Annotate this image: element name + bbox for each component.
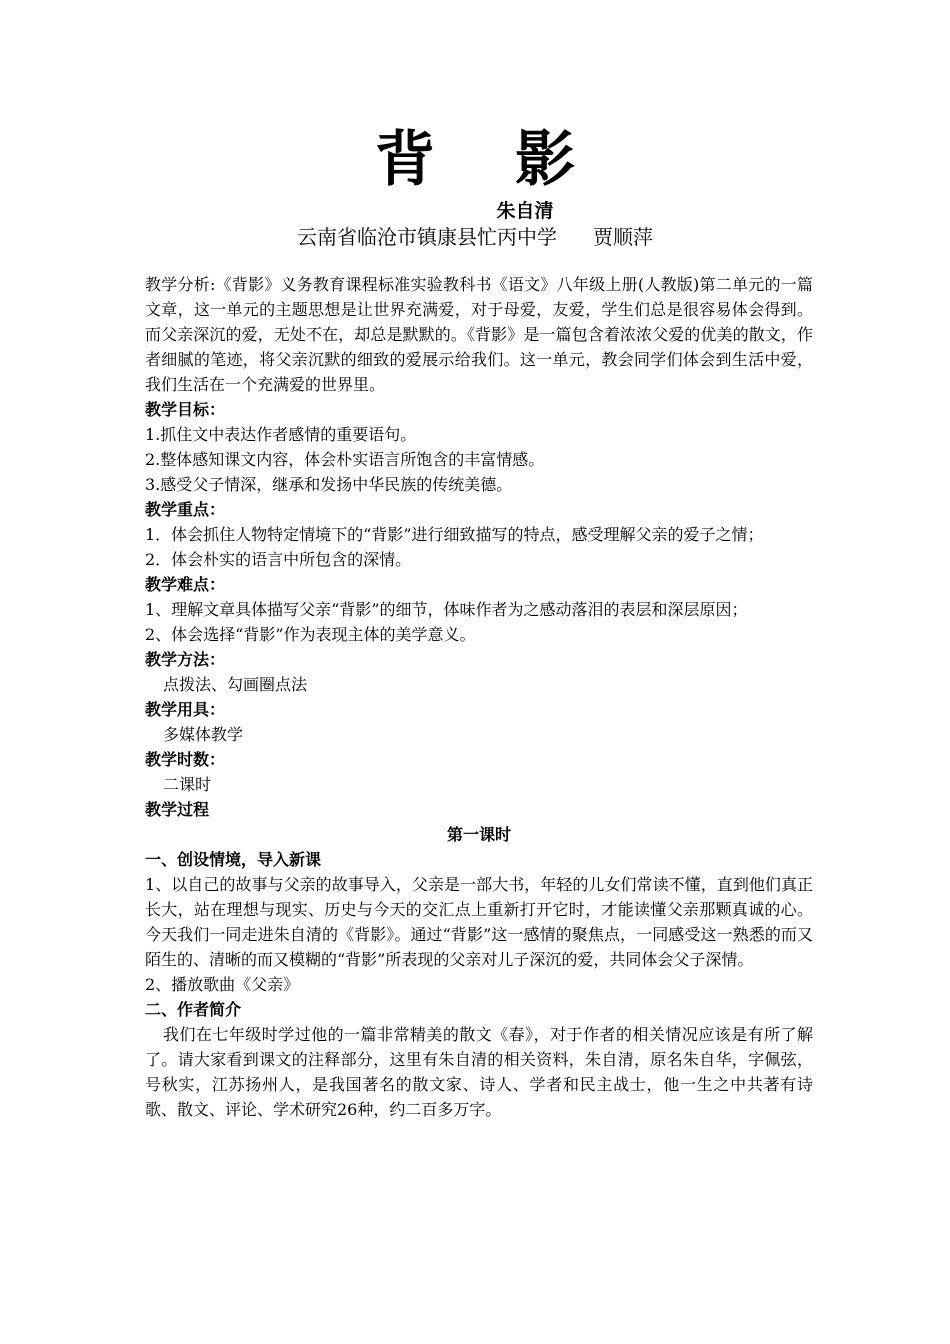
- tools-heading: 教学用具：: [145, 700, 226, 719]
- methods-heading: 教学方法：: [145, 650, 226, 669]
- section-two-paragraph: 我们在七年级时学过他的一篇非常精美的散文《春》，对于作者的相关情况应该是有所了解了。请大家看到课文的注释部分，这里有朱自清的相关资料，朱自清，原名朱自华，字佩弦，号秋实，江苏扬州人，是我国著名的散文家、诗人、学者和民主战士，他一生之中共著有诗歌、散文、评论、学术研究26种，约二百多万字。: [145, 1025, 813, 1119]
- key-point-item: 1．体会抓住人物特定情境下的“背影”进行细致描写的特点，感受理解父亲的爱子之情；: [145, 525, 764, 544]
- title-char-1: 背: [375, 125, 435, 195]
- difficulty-item: 1、理解文章具体描写父亲“背影”的细节，体味作者为之感动落泪的表层和深层原因；: [145, 600, 748, 619]
- section-one-paragraph: 1、以自己的故事与父亲的故事导入，父亲是一部大书，年轻的儿女们常读不懂，直到他们真正长大，站在理想与现实、历史与今天的交汇点上重新打开它时，才能读懂父亲那颗真诚的心。今天我们一同走进朱自清的《背影》。通过“背影”这一感情的聚焦点，一同感受这一熟悉的而又陌生的、清晰的而又模糊的“背影”所表现的父亲对儿子深沉的爱，共同体会父子深情。: [145, 875, 813, 969]
- hours-value: 二课时: [163, 775, 212, 794]
- author-name: 朱自清: [496, 200, 554, 222]
- section-one-paragraph: 2、播放歌曲《父亲》: [145, 975, 300, 994]
- process-heading: 教学过程: [145, 800, 210, 819]
- difficulty-item: 2、体会选择“背影”作为表现主体的美学意义。: [145, 625, 476, 644]
- title-char-2: 影: [515, 125, 575, 195]
- goal-item: 2.整体感知课文内容，体会朴实语言所饱含的丰富情感。: [145, 450, 545, 469]
- document-body: [145, 272, 813, 1122]
- section-one-heading: 一、创设情境，导入新课: [145, 850, 322, 869]
- key-point-item: 2．体会朴实的语言中所包含的深情。: [145, 550, 412, 569]
- methods-value: 点拨法、勾画圈点法: [163, 675, 308, 694]
- goal-item: 1.抓住文中表达作者感情的重要语句。: [145, 425, 417, 444]
- section-two-heading: 二、作者简介: [145, 1000, 242, 1019]
- school-name: 云南省临沧市镇康县忙丙中学: [297, 225, 557, 249]
- tools-value: 多媒体教学: [163, 725, 244, 744]
- lesson-one-heading: 第一课时: [446, 825, 511, 844]
- teaching-analysis: 教学分析:《背影》义务教育课程标准实验教科书《语文》八年级上册(人教版)第二单元的一篇文章，这一单元的主题思想是让世界充满爱，对于母爱，友爱，学生们总是很容易体会得到。而父亲深沉的爱，无处不在，却总是默默的。《背影》是一篇包含着浓浓父爱的优美的散文，作者细腻的笔迹，将父亲沉默的细致的爱展示给我们。这一单元，教会同学们体会到生活中爱，我们生活在一个充满爱的世界里。: [145, 275, 813, 394]
- difficulties-heading: 教学难点：: [145, 575, 226, 594]
- goal-item: 3.感受父子情深，继承和发扬中华民族的传统美德。: [145, 475, 513, 494]
- goals-heading: 教学目标：: [145, 400, 226, 419]
- key-points-heading: 教学重点：: [145, 500, 226, 519]
- hours-heading: 教学时数：: [145, 750, 226, 769]
- teacher-name: 贾顺萍: [593, 225, 653, 249]
- school-line: [0, 222, 950, 252]
- page-title: [0, 120, 950, 200]
